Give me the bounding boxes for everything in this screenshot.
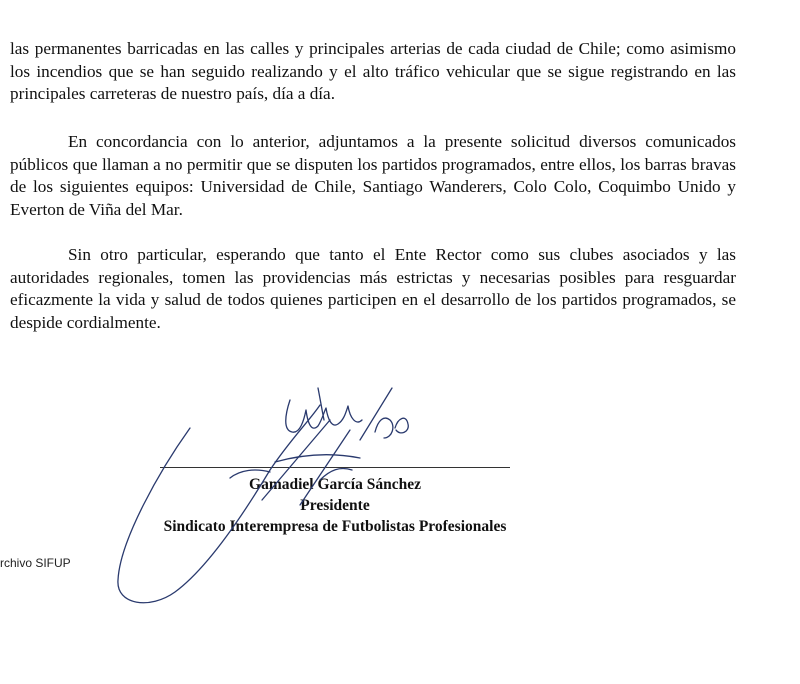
paragraph-text: En concordancia con lo anterior, adjuntamos a la presente solicitud diversos comunicados públicos que llaman a no permitir que se disputen los partidos programados, entre ellos, los barras bravas de los siguientes equipos: Universidad de Chile, Santiago Wanderers, Colo Colo, Coquimbo Unido y Everton de Viña del Mar. <box>10 132 736 219</box>
paragraph-barricades <box>10 38 736 106</box>
signature-stroke <box>375 418 393 438</box>
signature-stroke <box>275 455 360 462</box>
paragraph-closing <box>10 244 736 334</box>
signature-stroke <box>286 400 362 432</box>
signature-stroke <box>395 418 408 433</box>
paragraph-attachments <box>10 131 736 221</box>
signatory-title: Presidente <box>300 497 370 514</box>
signature-stroke <box>318 388 324 420</box>
signatory-name: Gamadiel García Sánchez <box>249 476 421 493</box>
signature-line <box>160 467 510 468</box>
paragraph-text: las permanentes barricadas en las calles y principales arterias de cada ciudad de Chile; como asimismo los incendios que se han seguido realizando y el alto tráfico vehicular que se sigue registrando en las principales carreteras de nuestro país, día a día. <box>10 39 736 103</box>
signatory-organization: Sindicato Interempresa de Futbolistas Profesionales <box>163 518 507 535</box>
signature-block <box>110 474 560 537</box>
archive-note: rchivo SIFUP <box>0 556 71 570</box>
paragraph-text: Sin otro particular, esperando que tanto el Ente Rector como sus clubes asociados y las autoridades regionales, tomen las providencias más estrictas y necesarias posibles para resguardar eficazmente la vida y salud de todos quienes participen en el desarrollo de los partidos programados, se despide cordialmente. <box>10 245 736 332</box>
signature-stroke <box>360 388 392 440</box>
